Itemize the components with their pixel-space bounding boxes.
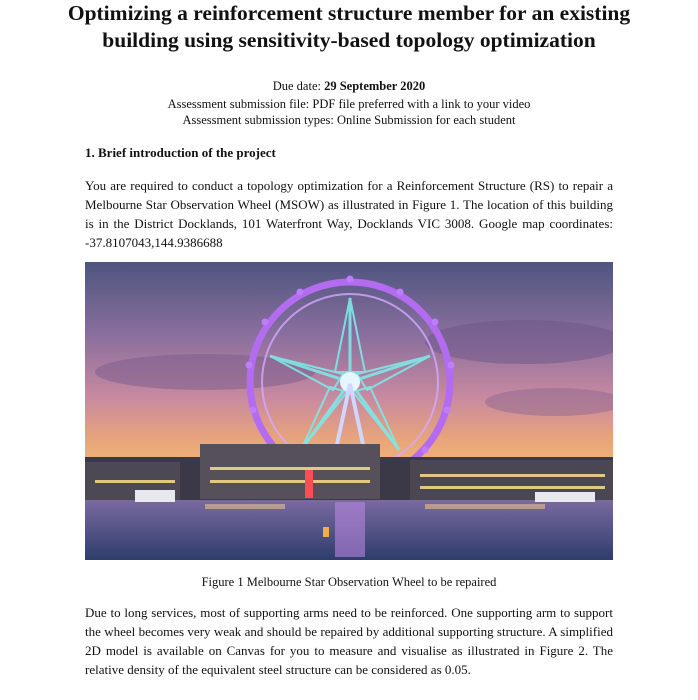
submission-types-line: Assessment submission types: Online Submission for each student (182, 113, 516, 127)
document-title: Optimizing a reinforcement structure member for an existing building using sensitivity-based topology optimization (67, 1, 631, 52)
observation-wheel-photo (85, 262, 613, 560)
body-paragraph: Due to long services, most of supporting arms need to be reinforced. One supporting arm to support the wheel becomes very weak and should be repaired by additional supporting structure. A simplified 2D model is available on Canvas for you to measure and visualise as illustrated in Figure 2. The relative density of the equivalent steel structure can be considered as 0.05. (85, 605, 613, 677)
intro-paragraph: You are required to conduct a topology optimization for a Reinforcement Structure (RS) to repair a Melbourne Star Observation Wheel (MSOW) as illustrated in Figure 1. The location of this building is in the District Docklands, 101 Waterfront Way, Docklands VIC 3008. Google map coordinates: -37.8107043,144.9386688 (85, 178, 613, 250)
due-date-line (0, 79, 698, 94)
figure-caption: Figure 1 Melbourne Star Observation Wheel to be repaired (201, 575, 497, 589)
due-date-value: 29 September 2020 (324, 79, 426, 93)
submission-file-line: Assessment submission file: PDF file preferred with a link to your video (167, 97, 531, 111)
section-heading: 1. Brief introduction of the project (85, 145, 276, 160)
due-date-label: Due date: (272, 79, 321, 93)
